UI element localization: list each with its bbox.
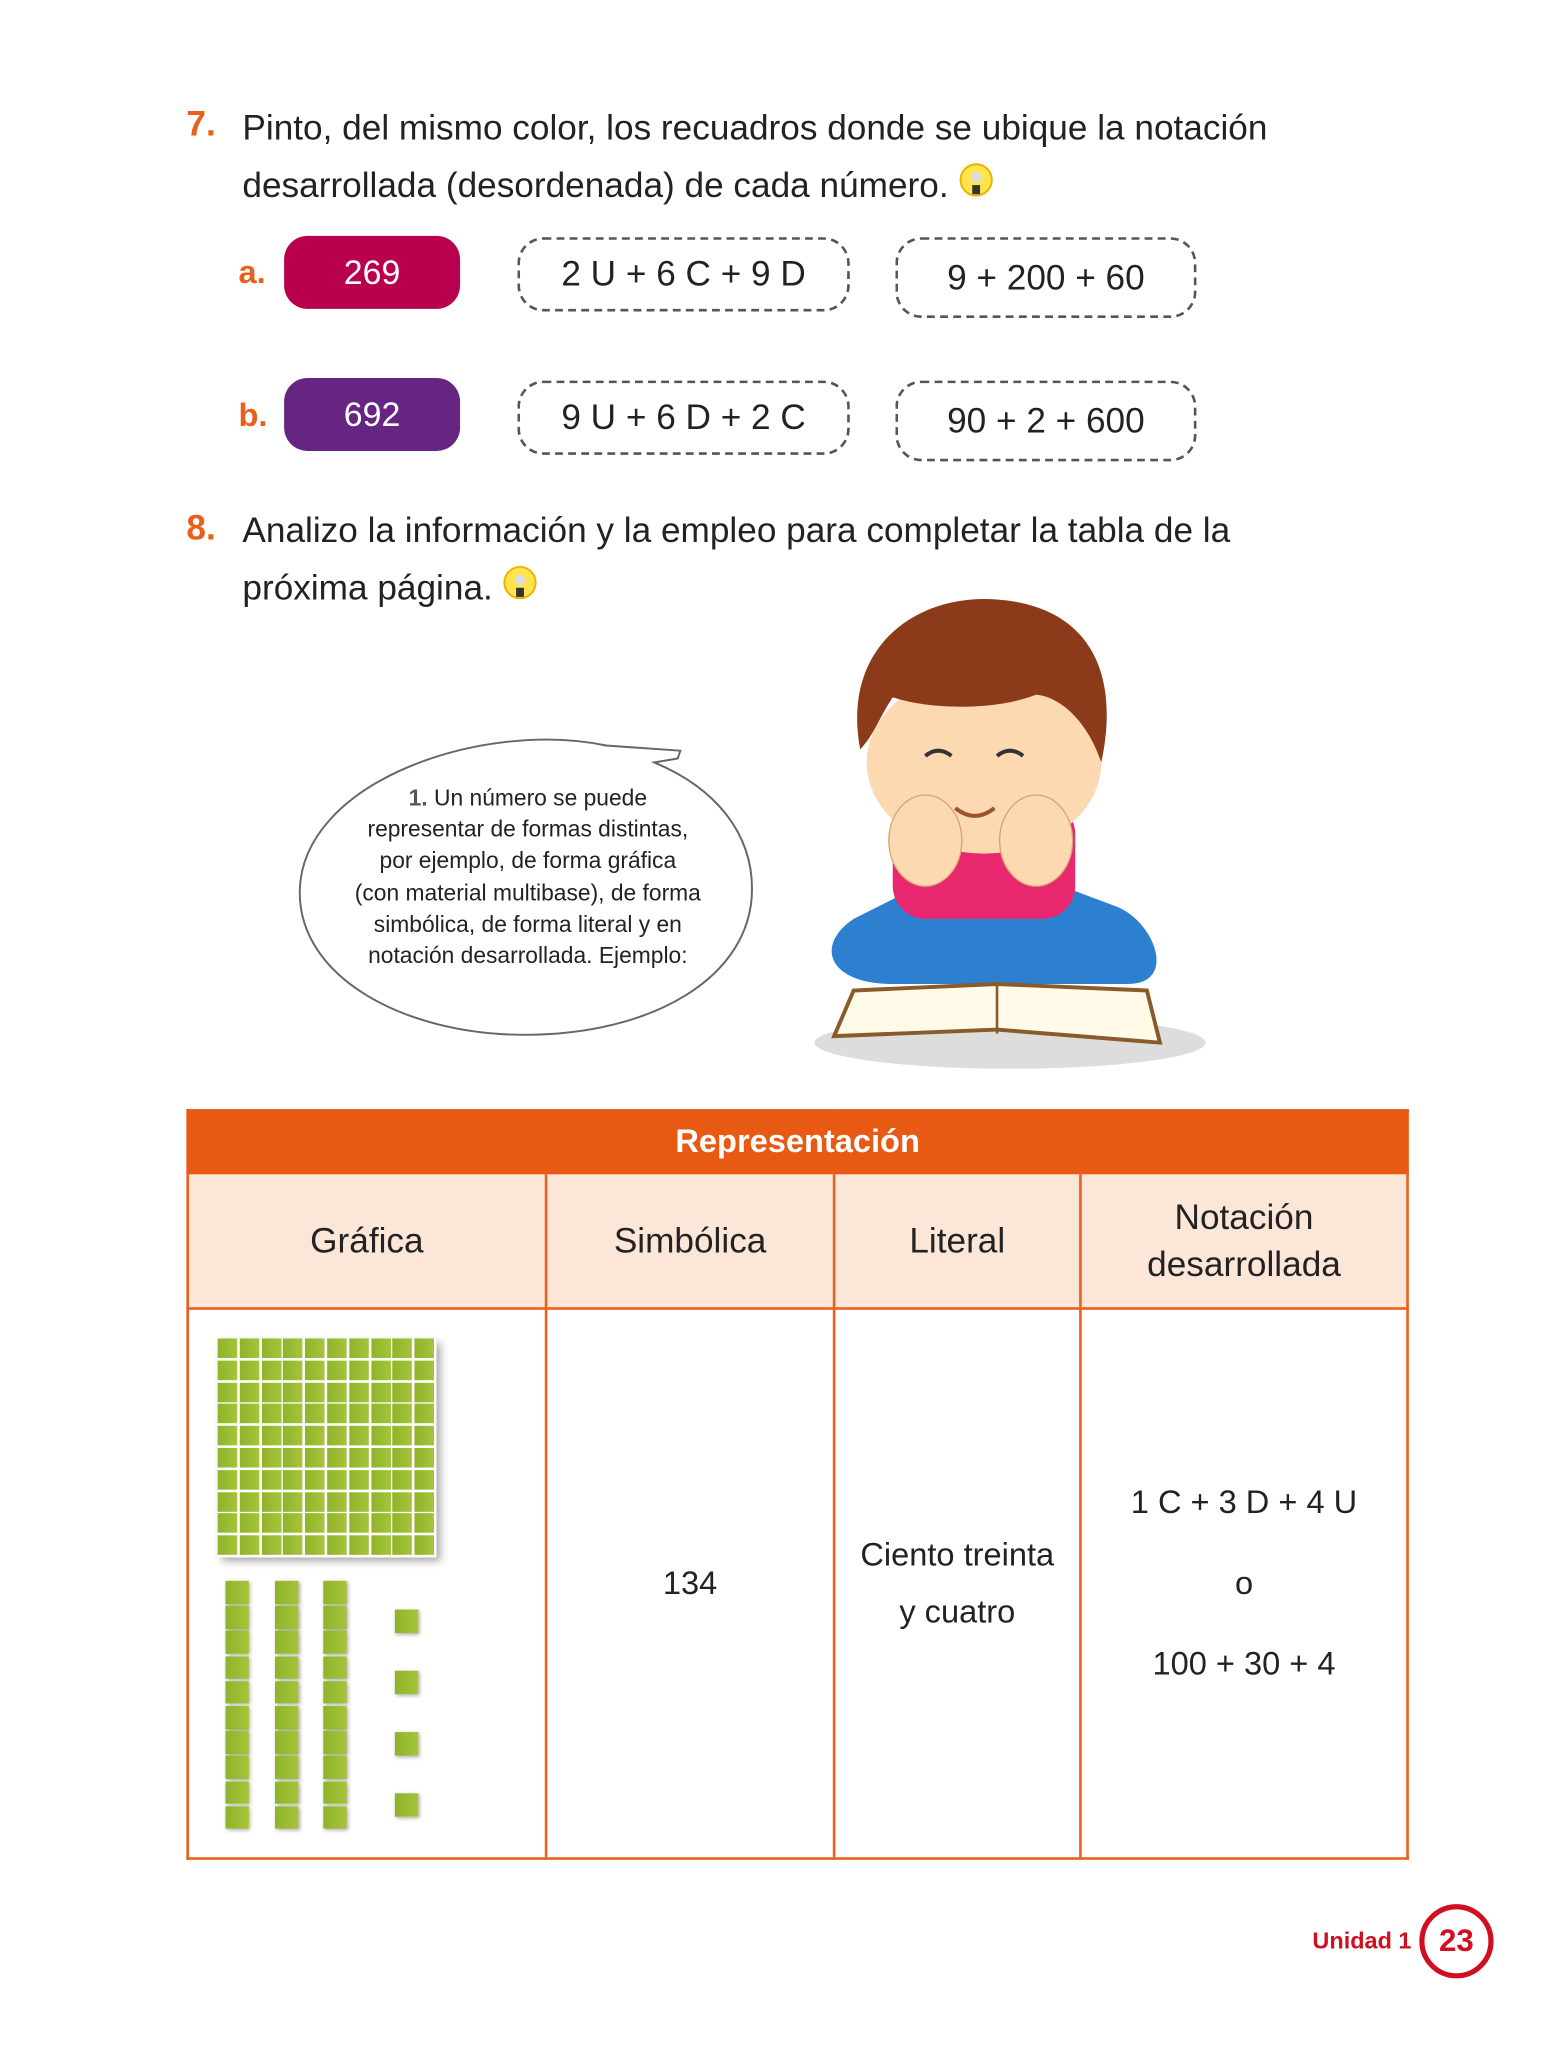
rod-segment xyxy=(274,1781,297,1804)
rod-segment xyxy=(323,1581,346,1604)
unit-square xyxy=(305,1492,325,1512)
question-8-number: 8. xyxy=(186,508,216,548)
unit-square xyxy=(261,1470,281,1490)
unit-square xyxy=(393,1536,413,1556)
unit-cube xyxy=(395,1610,418,1633)
unit-square xyxy=(415,1360,435,1380)
header-literal: Literal xyxy=(834,1173,1080,1309)
unit-square xyxy=(393,1492,413,1512)
rod-segment xyxy=(274,1706,297,1729)
unit-square xyxy=(283,1338,303,1358)
rod-segment xyxy=(225,1681,248,1704)
unit-square xyxy=(261,1426,281,1446)
unit-square xyxy=(261,1404,281,1424)
unit-square xyxy=(371,1426,391,1446)
rod-segment xyxy=(323,1656,346,1679)
rod-segment xyxy=(323,1731,346,1754)
unit-square xyxy=(240,1536,260,1556)
unit-square xyxy=(371,1404,391,1424)
unit-square xyxy=(240,1448,260,1468)
option-box-a-1[interactable]: 2 U + 6 C + 9 D xyxy=(517,237,849,311)
unit-square xyxy=(240,1492,260,1512)
unit-square xyxy=(305,1382,325,1402)
unit-square xyxy=(305,1404,325,1424)
unit-square xyxy=(415,1536,435,1556)
unit-square xyxy=(349,1492,369,1512)
rod-segment xyxy=(274,1681,297,1704)
unit-square xyxy=(218,1448,238,1468)
unit-square xyxy=(393,1514,413,1534)
page-number: 23 xyxy=(1419,1904,1493,1978)
unit-square xyxy=(261,1448,281,1468)
unit-square xyxy=(327,1426,347,1446)
unit-square xyxy=(305,1360,325,1380)
question-7-line-2: desarrollada (desordenada) de cada número. xyxy=(242,156,1545,213)
unit-square xyxy=(261,1382,281,1402)
rod-segment xyxy=(225,1781,248,1804)
rod-segment xyxy=(225,1606,248,1629)
multibase-blocks xyxy=(189,1310,545,1857)
unit-square xyxy=(218,1470,238,1490)
unit-square xyxy=(261,1536,281,1556)
unit-square xyxy=(393,1426,413,1446)
row-b-label: b. xyxy=(238,397,268,434)
number-692-pill: 692 xyxy=(284,378,460,451)
unit-square xyxy=(371,1448,391,1468)
ten-rod xyxy=(274,1581,297,1831)
bubble-text: 1. Un número se puede representar de formas distintas, por ejemplo, de forma gráfica (con material multibase), de forma simbólica, de forma literal y en notación desarrollada. Ejemplo: xyxy=(354,784,701,969)
question-7-text xyxy=(242,99,1545,214)
unit-square xyxy=(327,1492,347,1512)
question-7-number: 7. xyxy=(186,104,216,144)
unit-square xyxy=(240,1382,260,1402)
unit-square xyxy=(371,1536,391,1556)
hundred-flat xyxy=(218,1338,437,1557)
option-box-b-2[interactable]: 90 + 2 + 600 xyxy=(895,381,1196,462)
unit-square xyxy=(305,1536,325,1556)
unit-square xyxy=(283,1404,303,1424)
unit-square xyxy=(218,1492,238,1512)
unit-square xyxy=(349,1470,369,1490)
representation-table xyxy=(186,1109,1408,1860)
unit-square xyxy=(218,1514,238,1534)
unit-square xyxy=(218,1404,238,1424)
row-a-label: a. xyxy=(238,254,266,291)
rod-segment xyxy=(323,1631,346,1654)
unit-square xyxy=(305,1426,325,1446)
rod-segment xyxy=(323,1706,346,1729)
rod-segment xyxy=(225,1756,248,1779)
rod-segment xyxy=(225,1656,248,1679)
unit-square xyxy=(415,1382,435,1402)
unit-square xyxy=(305,1338,325,1358)
unit-square xyxy=(415,1514,435,1534)
rod-segment xyxy=(274,1606,297,1629)
unit-square xyxy=(393,1382,413,1402)
unit-square xyxy=(327,1536,347,1556)
unit-square xyxy=(240,1470,260,1490)
lightbulb-icon xyxy=(956,163,995,202)
cell-literal: Ciento treinta y cuatro xyxy=(834,1309,1080,1859)
cell-notacion: 1 C + 3 D + 4 U o 100 + 30 + 4 xyxy=(1080,1309,1407,1859)
rod-segment xyxy=(225,1806,248,1829)
unit-label: Unidad 1 xyxy=(1312,1927,1412,1954)
unit-square xyxy=(393,1404,413,1424)
unit-square xyxy=(240,1360,260,1380)
unit-square xyxy=(349,1360,369,1380)
question-8-line-1: Analizo la información y la empleo para completar la tabla de la xyxy=(242,510,1231,550)
unit-square xyxy=(371,1360,391,1380)
rod-segment xyxy=(274,1806,297,1829)
unit-square xyxy=(349,1448,369,1468)
unit-square xyxy=(415,1404,435,1424)
unit-square xyxy=(371,1382,391,1402)
question-8-line-2: próxima página. xyxy=(242,559,1545,616)
header-simbolica: Simbólica xyxy=(546,1173,834,1309)
unit-square xyxy=(415,1448,435,1468)
unit-square xyxy=(393,1338,413,1358)
unit-square xyxy=(393,1448,413,1468)
unit-square xyxy=(327,1404,347,1424)
unit-square xyxy=(415,1426,435,1446)
unit-square xyxy=(283,1536,303,1556)
unit-square xyxy=(240,1404,260,1424)
unit-square xyxy=(349,1426,369,1446)
unit-square xyxy=(283,1492,303,1512)
unit-cube xyxy=(395,1732,418,1755)
rod-segment xyxy=(323,1606,346,1629)
header-grafica: Gráfica xyxy=(188,1173,546,1309)
unit-square xyxy=(218,1426,238,1446)
unit-square xyxy=(371,1492,391,1512)
rod-segment xyxy=(225,1581,248,1604)
boy-reading-illustration xyxy=(802,593,1206,1075)
rod-segment xyxy=(274,1631,297,1654)
unit-square xyxy=(415,1492,435,1512)
unit-square xyxy=(261,1360,281,1380)
unit-square xyxy=(327,1382,347,1402)
lightbulb-icon xyxy=(501,566,540,605)
unit-square xyxy=(371,1470,391,1490)
rod-segment xyxy=(225,1731,248,1754)
unit-square xyxy=(349,1338,369,1358)
rod-segment xyxy=(274,1656,297,1679)
unit-square xyxy=(240,1338,260,1358)
unit-square xyxy=(218,1360,238,1380)
unit-square xyxy=(283,1360,303,1380)
unit-square xyxy=(283,1470,303,1490)
unit-cube xyxy=(395,1671,418,1694)
unit-square xyxy=(218,1382,238,1402)
option-box-b-1[interactable]: 9 U + 6 D + 2 C xyxy=(517,381,849,455)
unit-square xyxy=(371,1514,391,1534)
unit-square xyxy=(327,1360,347,1380)
unit-square xyxy=(218,1338,238,1358)
cell-simbolica: 134 xyxy=(546,1309,834,1859)
rod-segment xyxy=(274,1756,297,1779)
unit-square xyxy=(349,1404,369,1424)
unit-square xyxy=(305,1470,325,1490)
rod-segment xyxy=(323,1681,346,1704)
number-269-pill: 269 xyxy=(284,236,460,309)
unit-cube xyxy=(395,1793,418,1816)
unit-square xyxy=(327,1470,347,1490)
unit-square xyxy=(327,1514,347,1534)
unit-square xyxy=(240,1426,260,1446)
question-7-line-1: Pinto, del mismo color, los recuadros donde se ubique la notación xyxy=(242,108,1268,148)
unit-square xyxy=(415,1470,435,1490)
unit-square xyxy=(218,1536,238,1556)
rod-segment xyxy=(323,1781,346,1804)
unit-square xyxy=(393,1470,413,1490)
rod-segment xyxy=(323,1756,346,1779)
unit-square xyxy=(283,1514,303,1534)
unit-square xyxy=(283,1382,303,1402)
unit-square xyxy=(305,1448,325,1468)
unit-square xyxy=(283,1426,303,1446)
ten-rod xyxy=(225,1581,248,1831)
header-notacion: Notación desarrollada xyxy=(1080,1173,1407,1309)
unit-square xyxy=(261,1338,281,1358)
option-box-a-2[interactable]: 9 + 200 + 60 xyxy=(895,237,1196,318)
unit-square xyxy=(349,1382,369,1402)
unit-square xyxy=(327,1338,347,1358)
rod-segment xyxy=(274,1731,297,1754)
table-title: Representación xyxy=(188,1110,1408,1173)
unit-square xyxy=(415,1338,435,1358)
rod-segment xyxy=(225,1706,248,1729)
rod-segment xyxy=(323,1806,346,1829)
bubble-number: 1. xyxy=(408,784,428,811)
unit-square xyxy=(327,1448,347,1468)
cell-grafica xyxy=(188,1309,546,1859)
unit-square xyxy=(349,1514,369,1534)
unit-square xyxy=(371,1338,391,1358)
unit-square xyxy=(261,1492,281,1512)
unit-square xyxy=(283,1448,303,1468)
rod-segment xyxy=(225,1631,248,1654)
unit-square xyxy=(349,1536,369,1556)
unit-square xyxy=(261,1514,281,1534)
unit-square xyxy=(240,1514,260,1534)
rod-segment xyxy=(274,1581,297,1604)
ten-rod xyxy=(323,1581,346,1831)
unit-square xyxy=(393,1360,413,1380)
unit-square xyxy=(305,1514,325,1534)
